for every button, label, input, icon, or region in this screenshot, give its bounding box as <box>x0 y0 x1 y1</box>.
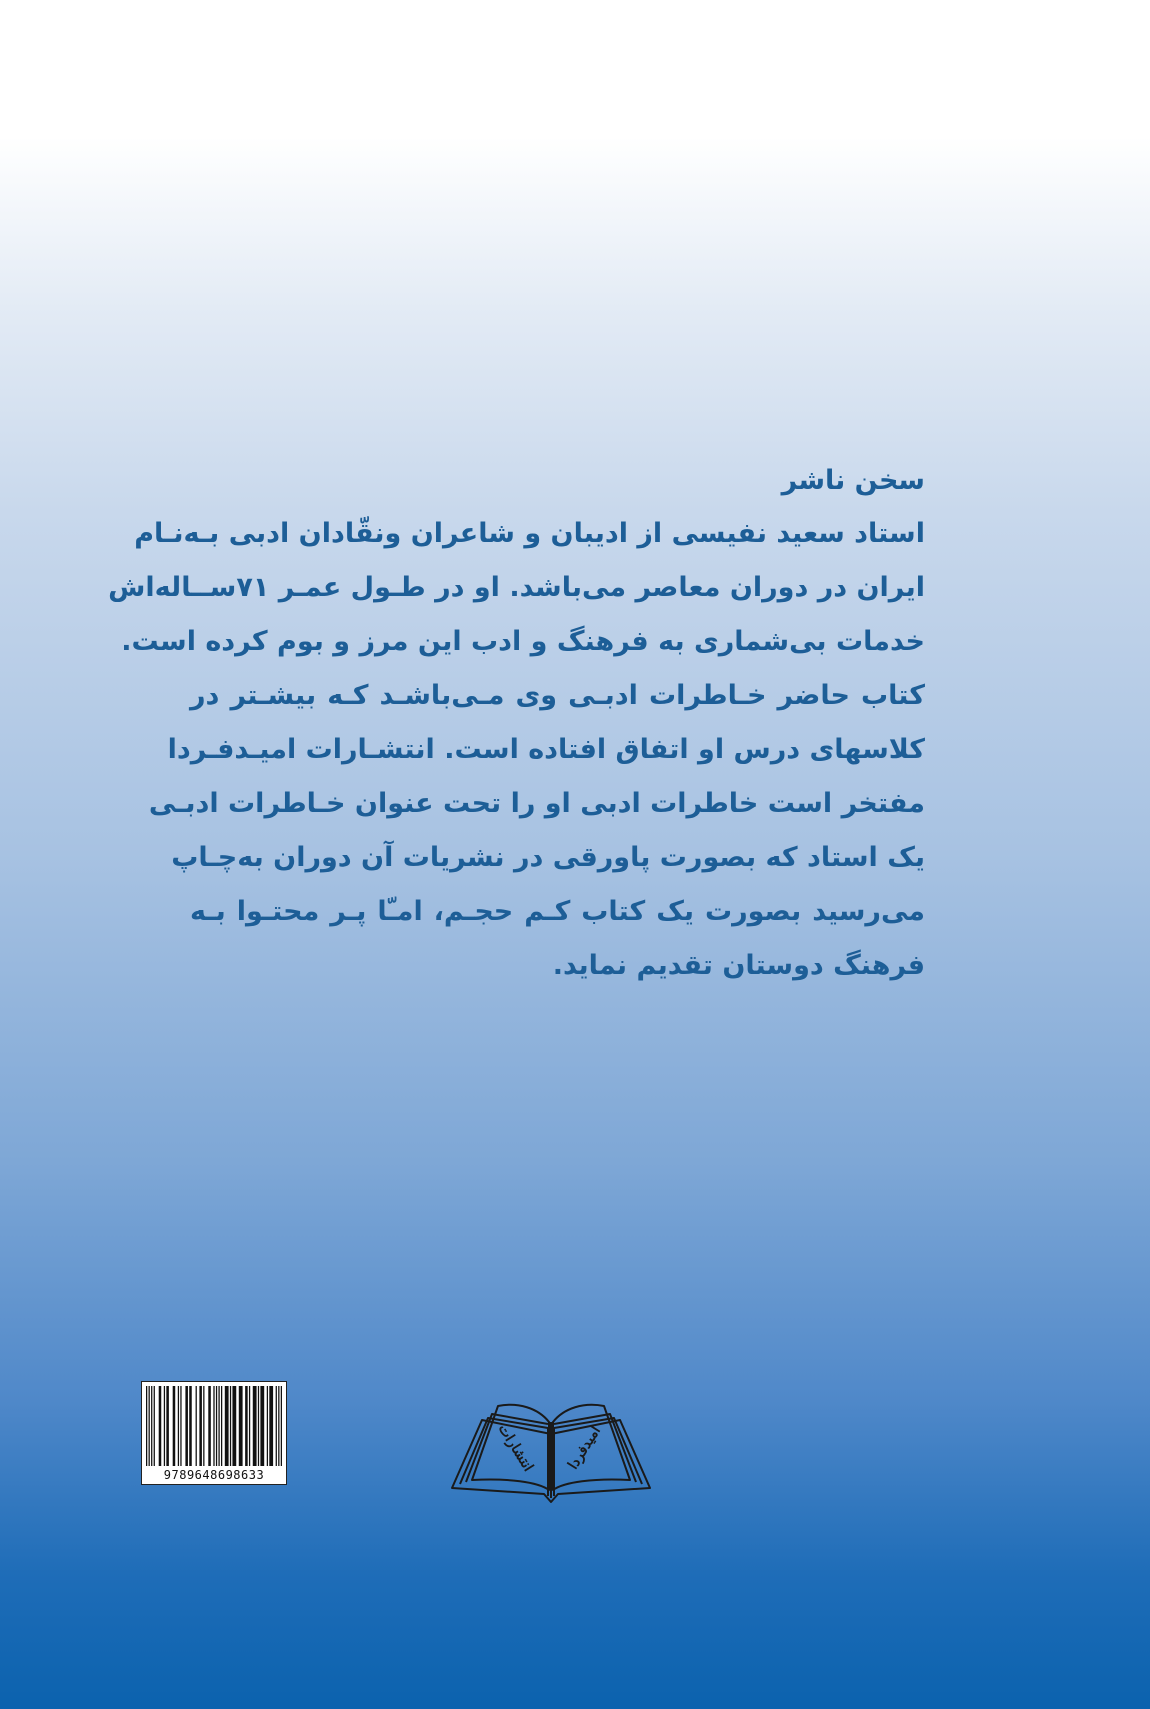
barcode-bar <box>253 1386 257 1466</box>
barcode-bar <box>225 1386 229 1466</box>
barcode-bar <box>185 1386 188 1466</box>
barcode-bar <box>178 1386 179 1466</box>
barcode-bar <box>245 1386 248 1466</box>
barcode-bar <box>149 1386 150 1466</box>
publisher-note <box>108 455 925 993</box>
barcode-bar <box>208 1386 211 1466</box>
isbn-barcode <box>141 1381 287 1485</box>
barcode-bar <box>269 1386 273 1466</box>
publisher-note-line: مفتخر است خاطرات ادبی او را تحت عنوان خـاطرات ادبـی <box>148 788 925 819</box>
barcode-bar <box>221 1386 222 1466</box>
barcode-bar <box>239 1386 243 1466</box>
barcode-bars <box>146 1386 282 1466</box>
barcode-bar <box>166 1386 169 1466</box>
barcode-bar <box>281 1386 282 1466</box>
barcode-bar <box>249 1386 250 1466</box>
publisher-note-line: ایران در دوران معاصر می‌باشد. او در طـول عمـر ۷۱ســاله‌اش <box>108 572 925 603</box>
barcode-bar <box>199 1386 202 1466</box>
publisher-logo-right-text: امیدفردا <box>565 1423 604 1473</box>
barcode-bar <box>276 1386 277 1466</box>
publisher-note-heading: سخن ناشر <box>781 465 925 496</box>
publisher-note-line: فرهنگ دوستان تقدیم نماید. <box>552 950 925 981</box>
barcode-bar <box>196 1386 197 1466</box>
barcode-bar <box>258 1386 259 1466</box>
barcode-bar <box>278 1386 279 1466</box>
publisher-note-line: می‌رسید بصورت یک کتاب کـم حجـم، امـّا پـر محتـوا بـه <box>190 896 925 927</box>
barcode-bar <box>146 1386 147 1466</box>
barcode-bar <box>230 1386 231 1466</box>
publisher-note-line: کتاب حاضر خـاطرات ادبـی وی مـی‌باشـد کـه بیشـتر در <box>190 680 925 711</box>
barcode-bar <box>232 1386 236 1466</box>
barcode-bar <box>218 1386 219 1466</box>
barcode-bar <box>267 1386 268 1466</box>
publisher-note-line: خدمات بی‌شماری به فرهنگ و ادب این مرز و بوم کرده است. <box>121 626 925 657</box>
barcode-bar <box>189 1386 192 1466</box>
barcode-bar <box>213 1386 214 1466</box>
barcode-bar <box>216 1386 217 1466</box>
publisher-logo-left-text: انتشارات <box>494 1421 537 1475</box>
barcode-bar <box>154 1386 155 1466</box>
publisher-logo <box>448 1398 654 1506</box>
publisher-note-line: کلاسهای درس او اتفاق افتاده است. انتشـارات امیـدفـردا <box>167 734 925 765</box>
barcode-bar <box>260 1386 264 1466</box>
barcode-bar <box>203 1386 204 1466</box>
barcode-bar <box>159 1386 162 1466</box>
barcode-bar <box>173 1386 176 1466</box>
isbn-number: 9789648698633 <box>163 1468 265 1482</box>
barcode-bar <box>164 1386 165 1466</box>
barcode-bar <box>151 1386 152 1466</box>
barcode-bar <box>180 1386 181 1466</box>
publisher-note-line: استاد سعید نفیسی از ادیبان و شاعران ونقّادان ادبی بـه‌نـام <box>134 518 925 549</box>
publisher-note-line: یک استاد که بصورت پاورقی در نشریات آن دوران به‌چـاپ <box>171 842 925 873</box>
